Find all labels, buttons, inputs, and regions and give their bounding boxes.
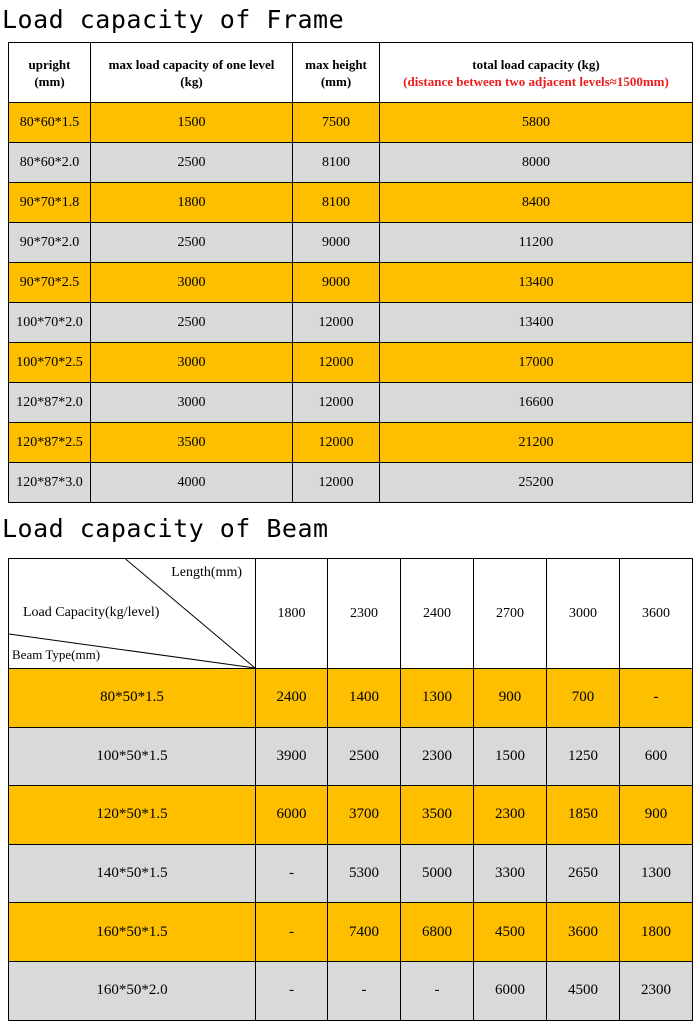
frame-max-height-cell: 9000 — [293, 223, 380, 263]
table-row — [9, 727, 693, 786]
frame-max-height-cell: 9000 — [293, 263, 380, 303]
frame-max-load-cell: 3000 — [91, 383, 293, 423]
beam-capacity-cell: - — [401, 961, 474, 1020]
length-header-cell: 2300 — [328, 559, 401, 669]
table-row — [9, 423, 693, 463]
beam-capacity-cell: 1800 — [620, 903, 693, 962]
frame-max-height-cell: 8100 — [293, 183, 380, 223]
frame-max-height-cell: 8100 — [293, 143, 380, 183]
beam-capacity-cell: 6800 — [401, 903, 474, 962]
beam-type-axis-label: Beam Type(mm) — [12, 647, 101, 662]
beam-capacity-cell: 2400 — [256, 669, 328, 728]
beam-capacity-cell: 4500 — [474, 903, 547, 962]
total-header-note: (distance between two adjacent levels≈1500mm) — [403, 73, 669, 89]
beam-capacity-cell: 5000 — [401, 844, 474, 903]
beam-type-cell: 80*50*1.5 — [9, 669, 256, 728]
beam-capacity-cell: - — [256, 961, 328, 1020]
beam-section-title: Load capacity of Beam — [2, 514, 329, 543]
frame-upright-cell: 80*60*2.0 — [9, 143, 91, 183]
table-row — [9, 263, 693, 303]
beam-type-cell: 120*50*1.5 — [9, 786, 256, 845]
length-header-cell: 3000 — [547, 559, 620, 669]
frame-max-height-cell: 12000 — [293, 463, 380, 503]
frame-max-load-cell: 3000 — [91, 343, 293, 383]
upright-header-unit: (mm) — [34, 73, 65, 89]
beam-type-cell: 160*50*2.0 — [9, 961, 256, 1020]
beam-capacity-cell: 4500 — [547, 961, 620, 1020]
frame-total-cell: 16600 — [380, 383, 693, 423]
beam-capacity-cell: 600 — [620, 727, 693, 786]
beam-capacity-cell: 1300 — [620, 844, 693, 903]
frame-total-cell: 25200 — [380, 463, 693, 503]
frame-header-max-height — [293, 43, 380, 103]
beam-capacity-cell: 1400 — [328, 669, 401, 728]
frame-max-height-cell: 12000 — [293, 303, 380, 343]
beam-capacity-cell: 1850 — [547, 786, 620, 845]
beam-capacity-cell: 1300 — [401, 669, 474, 728]
beam-capacity-cell: 3500 — [401, 786, 474, 845]
frame-total-cell: 11200 — [380, 223, 693, 263]
frame-max-height-cell: 7500 — [293, 103, 380, 143]
beam-type-cell: 140*50*1.5 — [9, 844, 256, 903]
beam-capacity-cell: 3900 — [256, 727, 328, 786]
beam-type-cell: 100*50*1.5 — [9, 727, 256, 786]
beam-capacity-cell: 2650 — [547, 844, 620, 903]
beam-capacity-cell: - — [620, 669, 693, 728]
frame-load-table — [8, 42, 693, 503]
frame-upright-cell: 80*60*1.5 — [9, 103, 91, 143]
frame-max-load-cell: 2500 — [91, 143, 293, 183]
frame-max-load-cell: 2500 — [91, 223, 293, 263]
frame-total-cell: 21200 — [380, 423, 693, 463]
beam-capacity-cell: 5300 — [328, 844, 401, 903]
max-height-header-unit: (mm) — [320, 73, 352, 89]
frame-total-cell: 13400 — [380, 303, 693, 343]
frame-max-load-cell: 1800 — [91, 183, 293, 223]
frame-total-cell: 8400 — [380, 183, 693, 223]
beam-capacity-cell: 900 — [620, 786, 693, 845]
upright-header-label: upright — [28, 56, 71, 72]
max-load-header-unit: (kg) — [180, 73, 203, 89]
length-header-cell: 2700 — [474, 559, 547, 669]
beam-capacity-cell: 3600 — [547, 903, 620, 962]
beam-capacity-cell: - — [256, 844, 328, 903]
frame-max-load-cell: 4000 — [91, 463, 293, 503]
beam-capacity-cell: 2300 — [620, 961, 693, 1020]
table-row — [9, 903, 693, 962]
max-load-header-label: max load capacity of one level — [108, 56, 275, 72]
beam-corner-header — [9, 559, 256, 669]
beam-capacity-cell: 6000 — [474, 961, 547, 1020]
table-row — [9, 223, 693, 263]
frame-max-load-cell: 2500 — [91, 303, 293, 343]
beam-capacity-cell: 1250 — [547, 727, 620, 786]
beam-capacity-cell: 900 — [474, 669, 547, 728]
table-row — [9, 844, 693, 903]
length-header-cell: 2400 — [401, 559, 474, 669]
beam-capacity-cell: - — [256, 903, 328, 962]
table-row — [9, 103, 693, 143]
frame-max-load-cell: 3500 — [91, 423, 293, 463]
frame-max-height-cell: 12000 — [293, 343, 380, 383]
table-row — [9, 343, 693, 383]
total-header-label: total load capacity (kg) — [472, 56, 600, 72]
frame-upright-cell: 100*70*2.0 — [9, 303, 91, 343]
table-row — [9, 669, 693, 728]
beam-capacity-cell: 3700 — [328, 786, 401, 845]
beam-header-row — [9, 559, 693, 669]
frame-upright-cell: 90*70*2.0 — [9, 223, 91, 263]
frame-max-height-cell: 12000 — [293, 383, 380, 423]
frame-total-cell: 13400 — [380, 263, 693, 303]
capacity-axis-label: Load Capacity(kg/level) — [23, 605, 160, 620]
beam-capacity-cell: 1500 — [474, 727, 547, 786]
beam-capacity-cell: - — [328, 961, 401, 1020]
frame-header-max-load — [91, 43, 293, 103]
beam-type-cell: 160*50*1.5 — [9, 903, 256, 962]
length-header-cell: 3600 — [620, 559, 693, 669]
frame-max-load-cell: 3000 — [91, 263, 293, 303]
table-row — [9, 463, 693, 503]
max-height-header-label: max height — [305, 56, 367, 72]
length-axis-label: Length(mm) — [171, 565, 242, 580]
table-row — [9, 383, 693, 423]
beam-capacity-cell: 700 — [547, 669, 620, 728]
beam-capacity-cell: 2300 — [401, 727, 474, 786]
frame-header-total — [380, 43, 693, 103]
frame-max-load-cell: 1500 — [91, 103, 293, 143]
table-row — [9, 143, 693, 183]
frame-upright-cell: 120*87*2.5 — [9, 423, 91, 463]
beam-capacity-cell: 7400 — [328, 903, 401, 962]
frame-upright-cell: 90*70*2.5 — [9, 263, 91, 303]
frame-upright-cell: 120*87*2.0 — [9, 383, 91, 423]
table-row — [9, 786, 693, 845]
frame-section-title: Load capacity of Frame — [2, 5, 345, 34]
beam-capacity-cell: 3300 — [474, 844, 547, 903]
beam-capacity-cell: 6000 — [256, 786, 328, 845]
frame-upright-cell: 100*70*2.5 — [9, 343, 91, 383]
beam-capacity-cell: 2500 — [328, 727, 401, 786]
frame-total-cell: 5800 — [380, 103, 693, 143]
table-row — [9, 961, 693, 1020]
beam-load-table — [8, 558, 693, 1021]
frame-header-upright — [9, 43, 91, 103]
length-header-cell: 1800 — [256, 559, 328, 669]
beam-capacity-cell: 2300 — [474, 786, 547, 845]
frame-header-row — [9, 43, 693, 103]
frame-max-height-cell: 12000 — [293, 423, 380, 463]
frame-upright-cell: 90*70*1.8 — [9, 183, 91, 223]
table-row — [9, 183, 693, 223]
table-row — [9, 303, 693, 343]
frame-table-body — [9, 103, 693, 503]
frame-total-cell: 17000 — [380, 343, 693, 383]
frame-total-cell: 8000 — [380, 143, 693, 183]
frame-upright-cell: 120*87*3.0 — [9, 463, 91, 503]
